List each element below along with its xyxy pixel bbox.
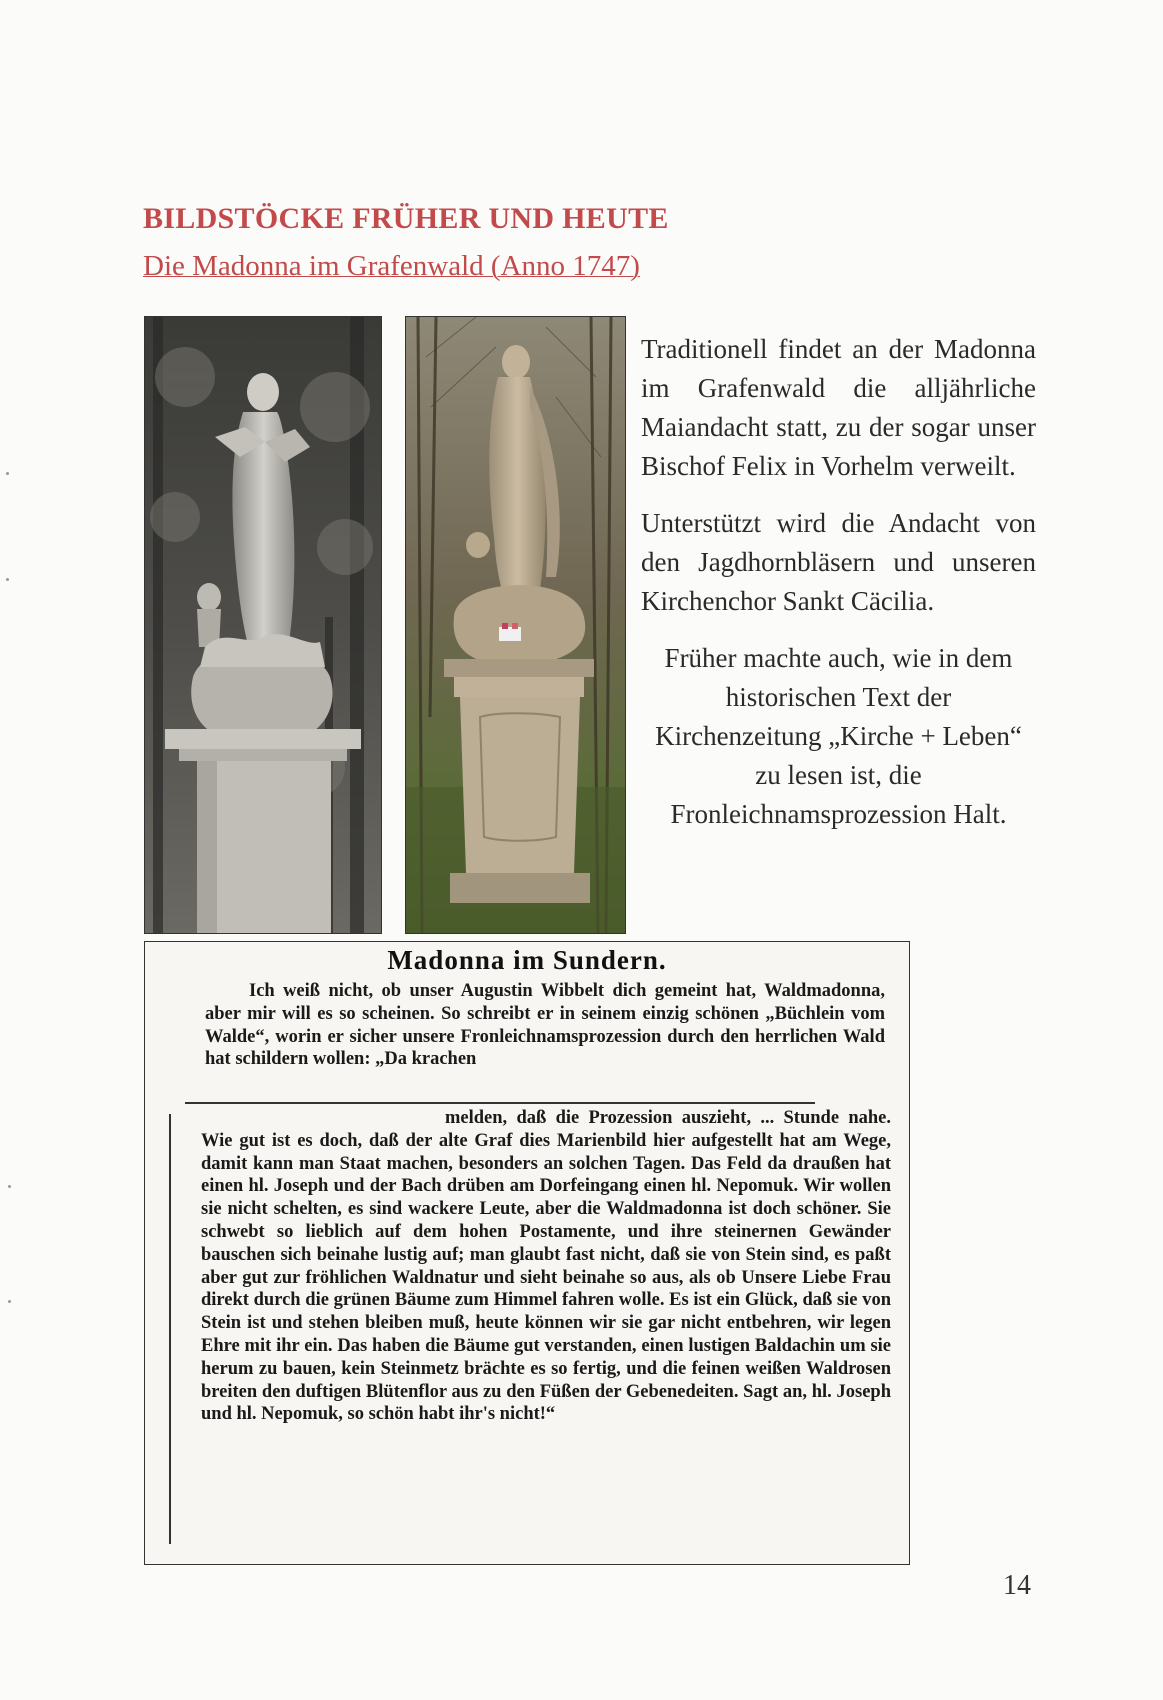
clipping-paragraph: melden, daß die Prozession auszieht, ... Stunde nahe. Wie gut ist es doch, daß der alte Graf dies Marienbild hier aufgestellt hat am Wege, damit kann man Staat machen, besonders an solchen Tagen. Das Feld da draußen hat einen hl. Joseph und der Bach drüben am Dorfeingang einen hl. Nepomuk. Wir wollen sie nicht schelten, es sind wackere Leute, aber die Waldmadonna ist doch schöner. Sie schwebt so lieblich auf dem hohen Postamente, und ihre steinernen Gewänder bauschen sich beinahe lustig auf; man glaubt fast nicht, daß sie von Stein sind, es paßt aber gut zur fröhlichen Waldnatur und sieht beinahe so aus, als ob Unsere Liebe Frau direkt durch die grünen Bäume zum Himmel fahren wolle. Es ist ein Glück, daß sie von Stein ist und stehen bleiben muß, heute können wir sie gar nicht entbehren, wir legen Ehre mit ihr ein. Das haben die Bäume gut verstanden, einen lustigen Baldachin um sie herum zu bauen, kein Steinmetz brächte es so fertig, und die feinen weißen Waldrosen breiten den duftigen Blütenflor aus zu den Füßen der Gebenedeiten. Sagt an, hl. Joseph und hl. Nepomuk, so schön habt ihr's nicht!“ — [201, 1108, 891, 1425]
clipping-tear-line — [185, 1102, 815, 1104]
historic-statue-photo — [144, 316, 382, 934]
body-text — [641, 330, 1036, 852]
scan-speck — [8, 1300, 11, 1303]
current-statue-photo — [405, 316, 626, 934]
scan-speck — [6, 472, 9, 475]
scan-speck — [6, 578, 9, 581]
clipping-margin-line — [169, 1114, 171, 1544]
page-number: 14 — [1003, 1570, 1031, 1601]
clipping-paragraph: Ich weiß nicht, ob unser Augustin Wibbelt dich gemeint hat, Waldmadonna, aber mir will es so scheinen. So schreibt er in seinem einzig schönen „Büchlein vom Walde“, worin er sicher unsere Fronleichnamsprozession durch den herrlichen Wald hat schildern wollen: „Da krachen — [205, 981, 885, 1070]
newspaper-clipping — [144, 941, 910, 1565]
body-paragraph: Früher machte auch, wie in dem historischen Text der Kirchenzeitung „Kirche + Leben“ zu lesen ist, die Fronleichnamsprozession Halt. — [655, 643, 1022, 829]
clipping-title: Madonna im Sundern. — [387, 945, 667, 975]
body-paragraph: Unterstützt wird die Andacht von den Jagdhornbläsern und unseren Kirchenchor Sankt Cäcilia. — [641, 508, 1036, 616]
page-title: BILDSTÖCKE FRÜHER UND HEUTE — [143, 202, 669, 235]
page-subtitle: Die Madonna im Grafenwald (Anno 1747) — [143, 250, 640, 282]
scan-speck — [8, 1185, 11, 1188]
body-paragraph: Traditionell findet an der Madonna im Grafenwald die alljährliche Maiandacht statt, zu der sogar unser Bischof Felix in Vorhelm verweilt. — [641, 334, 1036, 481]
